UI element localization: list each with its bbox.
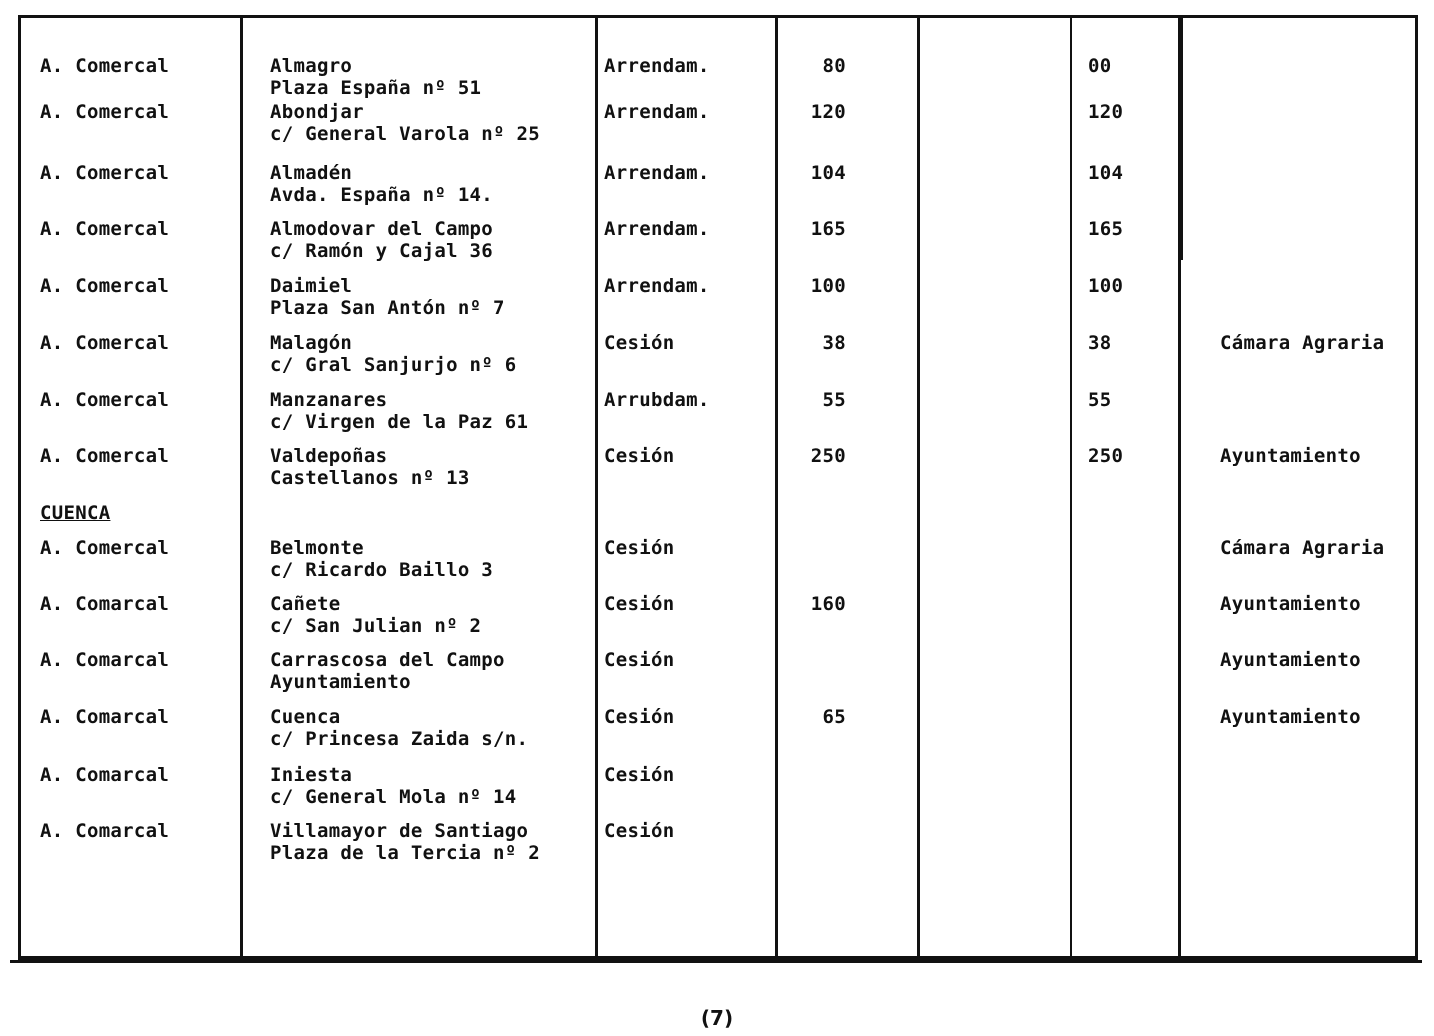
tenure-regime: Arrendam. bbox=[604, 162, 710, 184]
surface-value: 104 bbox=[810, 162, 846, 184]
location-cell bbox=[270, 101, 540, 145]
total-value: 104 bbox=[1088, 162, 1124, 184]
address: c/ Ricardo Baillo 3 bbox=[270, 559, 494, 581]
address: Plaza San Antón nº 7 bbox=[270, 297, 505, 319]
total-value: 250 bbox=[1088, 445, 1124, 467]
table-row bbox=[0, 764, 1434, 816]
address: Castellanos nº 13 bbox=[270, 467, 470, 489]
office-type: A. Comarcal bbox=[40, 706, 170, 728]
location-cell bbox=[270, 275, 505, 319]
address: c/ San Julian nº 2 bbox=[270, 615, 482, 637]
tenure-regime: Cesión bbox=[604, 537, 675, 559]
total-value: 38 bbox=[1088, 332, 1112, 354]
address: Ayuntamiento bbox=[270, 671, 411, 693]
tenure-regime: Cesión bbox=[604, 332, 675, 354]
tenure-regime: Cesión bbox=[604, 445, 675, 467]
owner: Cámara Agraria bbox=[1220, 537, 1385, 559]
tenure-regime: Arrubdam. bbox=[604, 389, 710, 411]
owner: Ayuntamiento bbox=[1220, 649, 1361, 671]
total-value: 55 bbox=[1088, 389, 1112, 411]
table-row bbox=[0, 275, 1434, 327]
location-cell bbox=[270, 162, 493, 206]
locality: Iniesta bbox=[270, 764, 353, 786]
surface-value: 160 bbox=[810, 593, 846, 615]
table-row bbox=[0, 820, 1434, 872]
tenure-regime: Arrendam. bbox=[604, 275, 710, 297]
address: c/ General Mola nº 14 bbox=[270, 786, 517, 808]
location-cell bbox=[270, 537, 493, 581]
surface-value: 55 bbox=[822, 389, 846, 411]
locality: Almadén bbox=[270, 162, 353, 184]
office-type: A. Comercal bbox=[40, 445, 170, 467]
office-type: A. Comercal bbox=[40, 101, 170, 123]
surface-value: 100 bbox=[810, 275, 846, 297]
tenure-regime: Arrendam. bbox=[604, 55, 710, 77]
location-cell bbox=[270, 389, 528, 433]
table-row bbox=[0, 218, 1434, 270]
office-type: A. Comarcal bbox=[40, 764, 170, 786]
location-cell bbox=[270, 593, 481, 637]
table-row bbox=[0, 445, 1434, 497]
locality: Carrascosa del Campo bbox=[270, 649, 505, 671]
owner: Ayuntamiento bbox=[1220, 445, 1361, 467]
table-row bbox=[0, 593, 1434, 645]
location-cell bbox=[270, 55, 481, 99]
office-type: A. Comercal bbox=[40, 162, 170, 184]
table-row bbox=[0, 649, 1434, 701]
address: c/ Virgen de la Paz 61 bbox=[270, 411, 529, 433]
locality: Daimiel bbox=[270, 275, 353, 297]
total-value: 100 bbox=[1088, 275, 1124, 297]
page-number: (7) bbox=[700, 1006, 734, 1030]
location-cell bbox=[270, 706, 528, 750]
location-cell bbox=[270, 332, 517, 376]
office-type: A. Comercal bbox=[40, 537, 170, 559]
office-type: A. Comercal bbox=[40, 275, 170, 297]
office-type: A. Comarcal bbox=[40, 649, 170, 671]
surface-value: 38 bbox=[822, 332, 846, 354]
address: Plaza de la Tercia nº 2 bbox=[270, 842, 540, 864]
owner: Cámara Agraria bbox=[1220, 332, 1385, 354]
locality: Belmonte bbox=[270, 537, 364, 559]
location-cell bbox=[270, 764, 517, 808]
address: c/ General Varola nº 25 bbox=[270, 123, 540, 145]
locality: Malagón bbox=[270, 332, 353, 354]
table-row bbox=[0, 389, 1434, 441]
tenure-regime: Cesión bbox=[604, 820, 675, 842]
locality: Manzanares bbox=[270, 389, 388, 411]
office-type: A. Comercal bbox=[40, 55, 170, 77]
table-baseline bbox=[10, 960, 1422, 963]
table-row bbox=[0, 101, 1434, 153]
surface-value: 250 bbox=[810, 445, 846, 467]
locality: Valdepoñas bbox=[270, 445, 388, 467]
office-type: A. Comarcal bbox=[40, 820, 170, 842]
tenure-regime: Cesión bbox=[604, 649, 675, 671]
address: Avda. España nº 14. bbox=[270, 184, 494, 206]
total-value: 00 bbox=[1088, 55, 1112, 77]
surface-value: 165 bbox=[810, 218, 846, 240]
table-row bbox=[0, 706, 1434, 758]
tenure-regime: Cesión bbox=[604, 706, 675, 728]
office-type: A. Comarcal bbox=[40, 593, 170, 615]
locality: Cañete bbox=[270, 593, 341, 615]
table-row bbox=[0, 537, 1434, 589]
location-cell bbox=[270, 445, 470, 489]
location-cell bbox=[270, 820, 540, 864]
section-heading: CUENCA bbox=[40, 502, 111, 524]
office-type: A. Comercal bbox=[40, 389, 170, 411]
tenure-regime: Arrendam. bbox=[604, 101, 710, 123]
locality: Villamayor de Santiago bbox=[270, 820, 529, 842]
table-row bbox=[0, 332, 1434, 384]
table-row bbox=[0, 162, 1434, 214]
tenure-regime: Cesión bbox=[604, 593, 675, 615]
locality: Almodovar del Campo bbox=[270, 218, 494, 240]
locality: Almagro bbox=[270, 55, 353, 77]
surface-value: 65 bbox=[822, 706, 846, 728]
surface-value: 120 bbox=[810, 101, 846, 123]
table-row bbox=[0, 55, 1434, 107]
owner: Ayuntamiento bbox=[1220, 593, 1361, 615]
address: Plaza España nº 51 bbox=[270, 77, 482, 99]
tenure-regime: Arrendam. bbox=[604, 218, 710, 240]
address: c/ Princesa Zaida s/n. bbox=[270, 728, 529, 750]
office-type: A. Comercal bbox=[40, 332, 170, 354]
surface-value: 80 bbox=[822, 55, 846, 77]
location-cell bbox=[270, 649, 505, 693]
address: c/ Gral Sanjurjo nº 6 bbox=[270, 354, 517, 376]
total-value: 165 bbox=[1088, 218, 1124, 240]
owner: Ayuntamiento bbox=[1220, 706, 1361, 728]
locality: Cuenca bbox=[270, 706, 341, 728]
tenure-regime: Cesión bbox=[604, 764, 675, 786]
locality: Abondjar bbox=[270, 101, 364, 123]
office-type: A. Comercal bbox=[40, 218, 170, 240]
location-cell bbox=[270, 218, 493, 262]
total-value: 120 bbox=[1088, 101, 1124, 123]
address: c/ Ramón y Cajal 36 bbox=[270, 240, 494, 262]
